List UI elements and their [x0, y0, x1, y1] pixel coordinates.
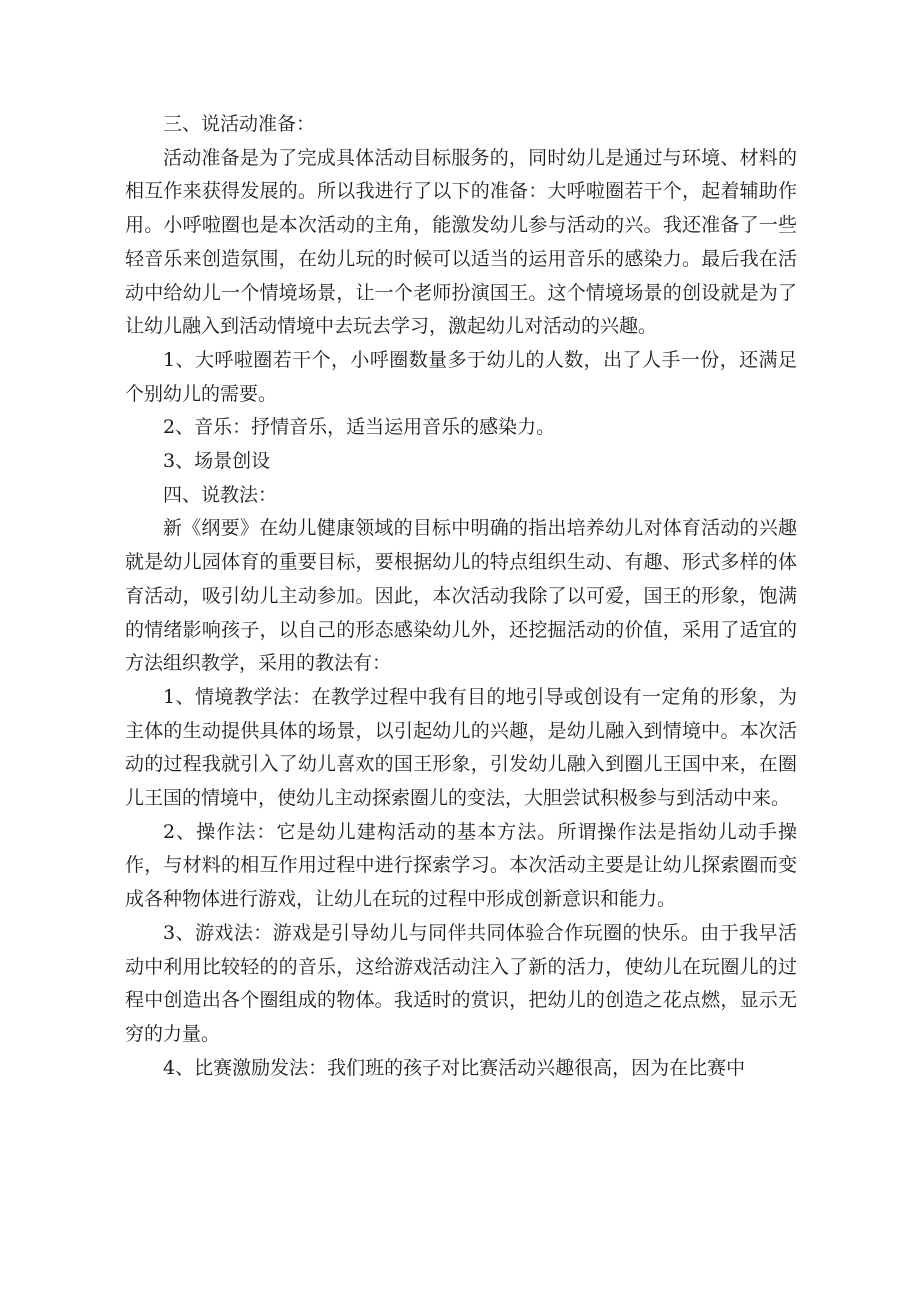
section-heading-teaching-methods: 四、说教法：	[163, 483, 278, 506]
list-item-method-3: 3、游戏法：游戏是引导幼儿与同伴共同体验合作玩圈的快乐。由于我早活动中利用比较轻的的音乐，这给游戏活动注入了新的活力，使幼儿在玩圈儿的过程中创造出各个圈组成的物体。我适时的赏识，把幼儿的创造之花点燃，显示无穷的力量。	[125, 921, 797, 1045]
list-item-method-1: 1、情境教学法：在教学过程中我有目的地引导或创设有一定角的形象，为主体的生动提供具体的场景，以引起幼儿的兴趣，是幼儿融入到情境中。本次活动的过程我就引入了幼儿喜欢的国王形象，引发幼儿融入到圈儿王国中来，在圈儿王国的情境中，使幼儿主动探索圈儿的变法，大胆尝试积极参与到活动中来。	[125, 685, 797, 810]
list-item-preparation-3: 3、场景创设	[163, 450, 271, 473]
section-heading-preparation: 三、说活动准备：	[163, 113, 316, 135]
list-item-method-2: 2、操作法：它是幼儿建构活动的基本方法。所谓操作法是指幼儿动手操作，与材料的相互作用过程中进行探索学习。本次活动主要是让幼儿探索圈而变成各种物体进行游戏，让幼儿在玩的过程中形成创新意识和能力。	[125, 820, 797, 911]
paragraph-teaching-intro: 新《纲要》在幼儿健康领域的目标中明确的指出培养幼儿对体育活动的兴趣就是幼儿园体育的重要目标，要根据幼儿的特点组织生动、有趣、形式多样的体育活动，吸引幼儿主动参加。因此，本次活动我除了以可爱，国王的形象，饱满的情绪影响孩子，以自己的形态感染幼儿外，还挖掘活动的价值，采用了适宜的方法组织教学，采用的教法有：	[125, 517, 797, 675]
list-item-preparation-1: 1、大呼啦圈若干个，小呼圈数量多于幼儿的人数，出了人手一份，还满足个别幼儿的需要。	[125, 348, 797, 405]
list-item-method-4: 4、比赛激励发法：我们班的孩子对比赛活动兴趣很高，因为在比赛中	[163, 1056, 746, 1079]
paragraph-preparation-intro: 活动准备是为了完成具体活动目标服务的，同时幼儿是通过与环境、材料的相互作来获得发展的。所以我进行了以下的准备：大呼啦圈若干个，起着辅助作用。小呼啦圈也是本次活动的主角，能激发幼儿参与活动的兴。我还准备了一些轻音乐来创造氛围，在幼儿玩的时候可以适当的运用音乐的感染力。最后我在活动中给幼儿一个情境场景，让一个老师扮演国王。这个情境场景的创设就是为了让幼儿融入到活动情境中去玩去学习，激起幼儿对活动的兴趣。	[125, 146, 797, 338]
list-item-preparation-2: 2、音乐：抒情音乐，适当运用音乐的感染力。	[163, 416, 556, 439]
document-body	[125, 108, 797, 1085]
